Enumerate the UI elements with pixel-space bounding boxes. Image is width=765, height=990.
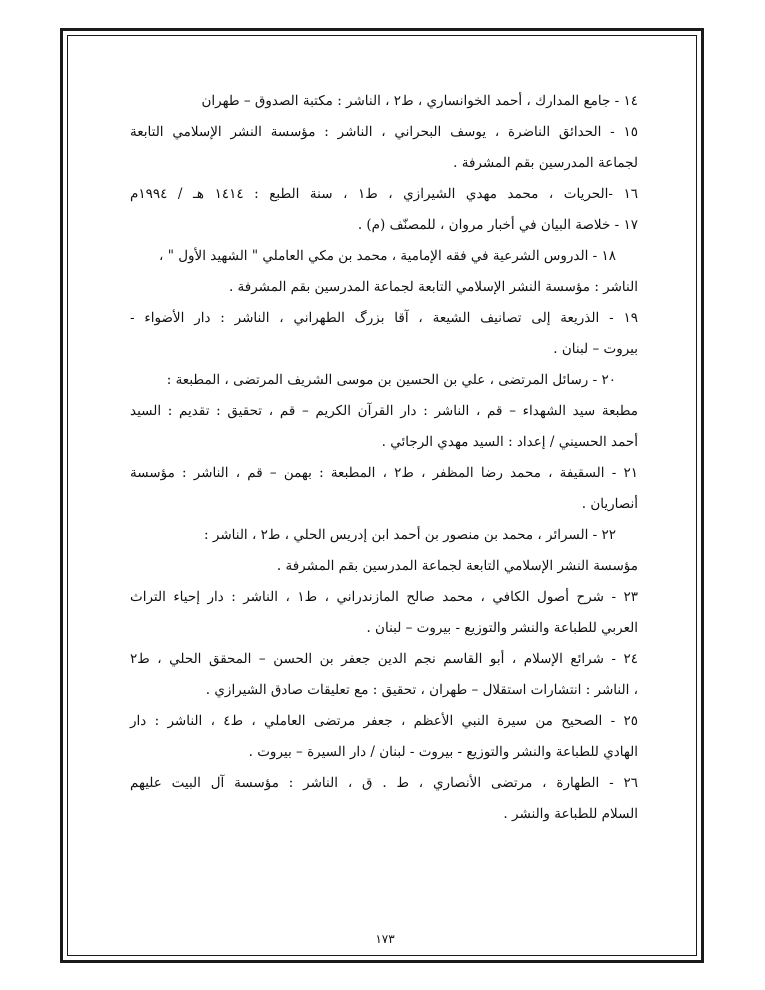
text-line: ١٨ - الدروس الشرعية في فقه الإمامية ، محمد بن مكي العاملي " الشهيد الأول " ، xyxy=(159,248,616,264)
text-line: مؤسسة النشر الإسلامي التابعة لجماعة المدرسين بقم المشرفة . xyxy=(276,558,638,574)
text-line: ٢١ - السقيفة ، محمد رضا المظفر ، ط٢ ، المطبعة : بهمن – قم ، الناشر : مؤسسة xyxy=(130,465,639,481)
text-line: السلام للطباعة والنشر . xyxy=(503,806,638,822)
text-line: مطبعة سيد الشهداء – قم ، الناشر : دار القرآن الكريم – قم ، تحقيق : تقديم : السيد xyxy=(130,403,638,419)
text-line: ٢٣ - شرح أصول الكافي ، محمد صالح المازندراني ، ط١ ، الناشر : دار إحياء التراث xyxy=(130,589,638,605)
bibliography-list xyxy=(130,86,638,830)
text-line: ١٧ - خلاصة البيان في أخبار مروان ، للمصنّف (م) . xyxy=(357,217,638,233)
text-line: بيروت – لبنان . xyxy=(553,341,638,357)
text-line: ٢٢ - السرائر ، محمد بن منصور بن أحمد ابن إدريس الحلي ، ط٢ ، الناشر : xyxy=(204,527,616,543)
text-line: ٢٥ - الصحيح من سيرة النبي الأعظم ، جعفر مرتضى العاملي ، ط٤ ، الناشر : دار xyxy=(130,713,638,729)
text-line: ، الناشر : انتشارات استقلال – طهران ، تحقيق : مع تعليقات صادق الشيرازي . xyxy=(205,682,638,698)
text-line: ٢٠ - رسائل المرتضى ، علي بن الحسين بن موسى الشريف المرتضى ، المطبعة : xyxy=(166,372,616,388)
text-line: ٢٤ - شرائع الإسلام ، أبو القاسم نجم الدين جعفر بن الحسن – المحقق الحلي ، ط٢ xyxy=(130,651,638,667)
text-line: لجماعة المدرسين بقم المشرفة . xyxy=(453,155,638,171)
text-line: أنصاريان . xyxy=(581,496,638,512)
text-line: ٢٦ - الطهارة ، مرتضى الأنصاري ، ط . ق ، الناشر : مؤسسة آل البيت عليهم xyxy=(130,775,638,791)
text-line: الهادي للطباعة والنشر والتوزيع - بيروت - لبنان / دار السيرة – بيروت . xyxy=(248,744,638,760)
text-line: ١٥ - الحدائق الناضرة ، يوسف البحراني ، الناشر : مؤسسة النشر الإسلامي التابعة xyxy=(130,124,638,140)
text-line: العربي للطباعة والنشر والتوزيع - بيروت – لبنان . xyxy=(366,620,638,636)
text-line: ١٦ -الحريات ، محمد مهدي الشيرازي ، ط١ ، سنة الطبع : ١٤١٤ هـ / ١٩٩٤م xyxy=(130,186,638,202)
page-number: ١٧٣ xyxy=(375,932,395,946)
text-line: الناشر : مؤسسة النشر الإسلامي التابعة لجماعة المدرسين بقم المشرفة . xyxy=(228,279,638,295)
text-line: أحمد الحسيني / إعداد : السيد مهدي الرجائي . xyxy=(381,434,638,450)
text-line: ١٤ - جامع المدارك ، أحمد الخوانساري ، ط٢ ، الناشر : مكتبة الصدوق – طهران xyxy=(201,93,638,109)
text-line: ١٩ - الذريعة إلى تصانيف الشيعة ، آقا بزرگ الطهراني ، الناشر : دار الأضواء - xyxy=(130,310,638,326)
